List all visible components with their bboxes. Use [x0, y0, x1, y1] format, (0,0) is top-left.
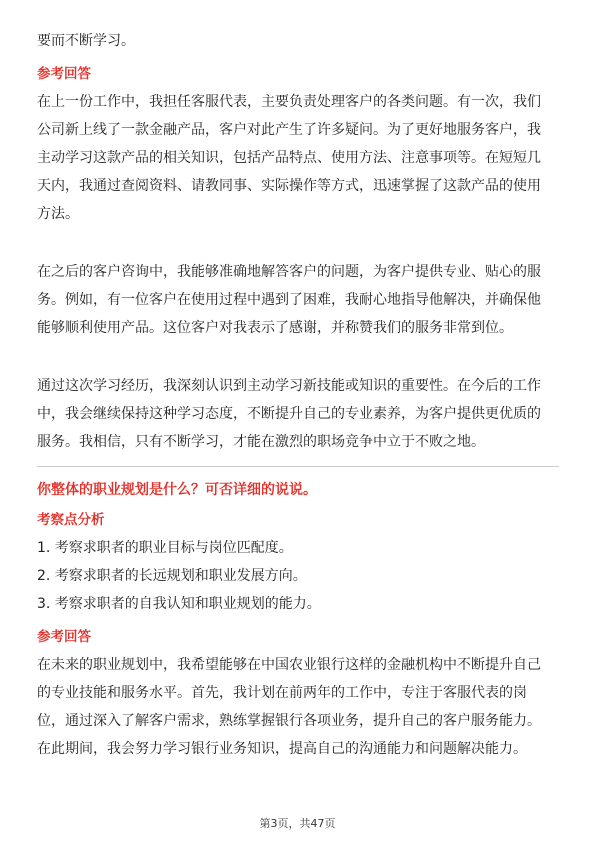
question-title: 你整体的职业规划是什么？可否详细的说说。	[37, 482, 317, 498]
answer-heading-1: 参考回答	[37, 66, 91, 82]
section-divider	[37, 466, 559, 467]
answer2-p1-line: 的专业技能和服务水平。首先，我计划在前两年的工作中，专注于客服代表的岗	[37, 685, 527, 701]
answer1-p1-line: 在上一份工作中，我担任客服代表，主要负责处理客户的各类问题。有一次，我们	[37, 94, 541, 110]
answer1-p1-line: 天内，我通过查阅资料、请教同事、实际操作等方式，迅速掌握了这款产品的使用	[37, 178, 541, 194]
answer-heading-2: 参考回答	[37, 629, 91, 645]
page-footer: 第3页，共47页	[259, 817, 336, 830]
answer1-p2-line: 能够顺利使用产品。这位客户对我表示了感谢，并称赞我们的服务非常到位。	[37, 320, 513, 336]
answer1-p3-line: 服务。我相信，只有不断学习，才能在激烈的职场竞争中立于不败之地。	[37, 434, 485, 450]
answer1-p3-line: 中，我会继续保持这种学习态度，不断提升自己的专业素养，为客户提供更优质的	[37, 406, 541, 422]
analysis-point: 3. 考察求职者的自我认知和职业规划的能力。	[37, 596, 321, 612]
answer1-p2-line: 在之后的客户咨询中，我能够准确地解答客户的问题，为客户提供专业、贴心的服	[37, 264, 541, 280]
answer1-p1-line: 主动学习这款产品的相关知识，包括产品特点、使用方法、注意事项等。在短短几	[37, 150, 541, 166]
answer1-p1-line: 公司新上线了一款金融产品，客户对此产生了许多疑问。为了更好地服务客户，我	[37, 122, 541, 138]
answer2-p1-line: 在未来的职业规划中，我希望能够在中国农业银行这样的金融机构中不断提升自己	[37, 657, 541, 673]
answer2-p1-line: 位，通过深入了解客户需求，熟练掌握银行各项业务，提升自己的客户服务能力。	[37, 713, 541, 729]
answer1-p1-line: 方法。	[37, 206, 79, 222]
answer1-p2-line: 务。例如，有一位客户在使用过程中遇到了困难，我耐心地指导他解决，并确保他	[37, 292, 541, 308]
analysis-point: 2. 考察求职者的长远规划和职业发展方向。	[37, 568, 307, 584]
answer2-p1-line: 在此期间，我会努力学习银行业务知识，提高自己的沟通能力和问题解决能力。	[37, 741, 527, 757]
answer1-p3-line: 通过这次学习经历，我深刻认识到主动学习新技能或知识的重要性。在今后的工作	[37, 378, 541, 394]
analysis-heading: 考察点分析	[37, 512, 105, 528]
intro-tail-text: 要而不断学习。	[37, 33, 135, 49]
analysis-point: 1. 考察求职者的职业目标与岗位匹配度。	[37, 540, 293, 556]
